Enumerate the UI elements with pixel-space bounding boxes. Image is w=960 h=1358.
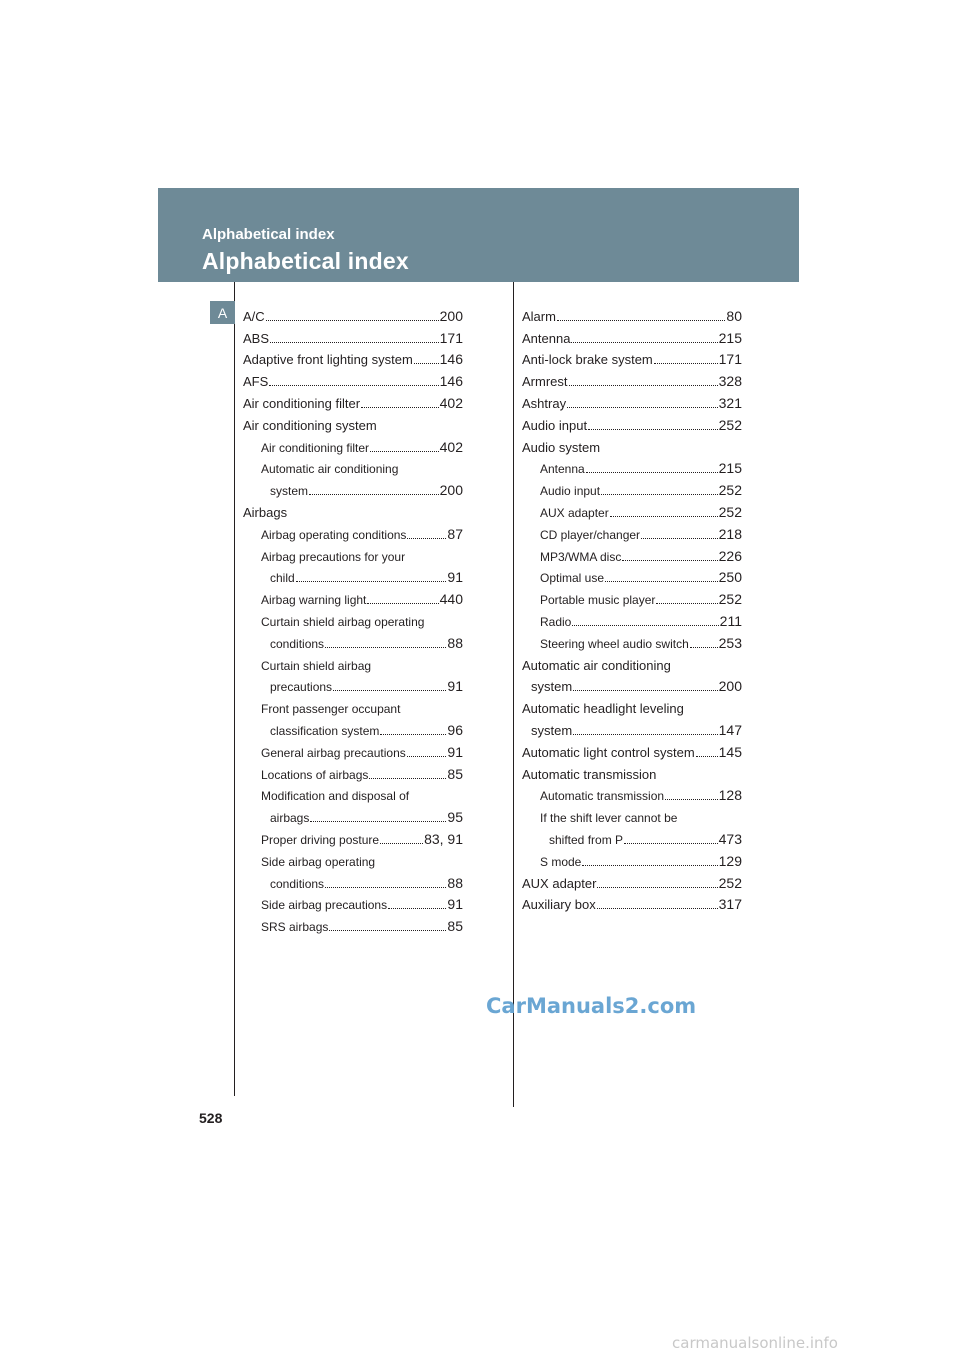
dot-leader <box>361 407 439 408</box>
dot-leader <box>605 581 718 582</box>
index-entry-term: Automatic transmission <box>540 789 665 804</box>
index-entry-term: Auxiliary box <box>522 897 596 913</box>
dot-leader <box>309 494 439 495</box>
index-entry-term: Audio input <box>522 417 588 433</box>
dot-leader <box>329 930 446 931</box>
index-entry <box>243 760 463 782</box>
index-entry-term: Armrest <box>522 374 568 390</box>
index-entry-page: 128 <box>718 787 742 804</box>
index-entry-page: 91 <box>447 896 463 913</box>
index-entry-term: Side airbag precautions <box>261 898 388 913</box>
index-entry-page: 83, 91 <box>424 830 463 847</box>
dot-leader <box>624 843 718 844</box>
dot-leader <box>690 647 718 648</box>
index-entry-term: Antenna <box>540 462 585 477</box>
index-entry-term: system <box>531 679 573 695</box>
index-entry-page: 321 <box>718 394 742 411</box>
index-entry <box>243 825 463 847</box>
index-entry-term: Curtain shield airbag operating <box>261 614 425 629</box>
index-entry-page: 80 <box>726 307 742 324</box>
index-entry-term: Steering wheel audio switch <box>540 636 689 651</box>
index-entry-page: 96 <box>447 721 463 738</box>
index-entry-term: Portable music player <box>540 593 656 608</box>
index-entry-term: Alarm <box>522 308 556 324</box>
index-entry-page: 252 <box>718 874 742 891</box>
index-entry-term: AUX adapter <box>540 505 609 520</box>
index-entry-term: Locations of airbags <box>261 767 369 782</box>
index-entry-page: 200 <box>439 482 463 499</box>
index-entry-term: AFS <box>243 374 269 390</box>
index-entry-page: 85 <box>447 918 463 935</box>
index-entry-page: 252 <box>718 503 742 520</box>
index-entry-page: 253 <box>718 634 742 651</box>
index-entry-term: airbags <box>270 811 310 826</box>
page-header <box>158 188 799 282</box>
dot-leader <box>656 603 717 604</box>
index-entry <box>243 520 463 542</box>
index-entry <box>243 891 463 913</box>
dot-leader <box>325 647 446 648</box>
index-entry <box>522 782 742 804</box>
index-entry <box>243 498 463 520</box>
index-entry <box>243 389 463 411</box>
dot-leader <box>573 690 717 691</box>
dot-leader <box>310 821 446 822</box>
index-entry-page: 250 <box>718 569 742 586</box>
index-entry-page: 91 <box>447 569 463 586</box>
index-entry-term: system <box>531 722 573 738</box>
index-entry-page: 171 <box>439 329 463 346</box>
index-entry-page: 252 <box>718 416 742 433</box>
index-entry-term: Curtain shield airbag <box>261 658 372 673</box>
index-entry <box>522 411 742 433</box>
dot-leader <box>380 843 423 844</box>
index-entry-page: 85 <box>447 765 463 782</box>
index-entry-term: Air conditioning filter <box>243 395 361 411</box>
index-entry <box>522 585 742 607</box>
index-entry-page: 200 <box>718 678 742 695</box>
dot-leader <box>665 799 718 800</box>
index-entry-term: child <box>270 571 295 586</box>
index-entry <box>243 585 463 607</box>
index-entry-term: If the shift lever cannot be <box>540 811 678 826</box>
dot-leader <box>571 342 717 343</box>
index-entry <box>522 433 742 455</box>
watermark-logo: CarManuals2.com <box>486 994 697 1018</box>
dot-leader <box>370 451 439 452</box>
index-entry <box>243 782 463 804</box>
index-entry <box>522 542 742 564</box>
header-section-title: Alphabetical index <box>202 226 335 243</box>
index-entry <box>243 433 463 455</box>
index-entry <box>522 716 742 738</box>
index-entry-page: 91 <box>447 743 463 760</box>
index-entry-term: Ashtray <box>522 395 567 411</box>
index-entry-page: 88 <box>447 634 463 651</box>
index-entry <box>243 455 463 477</box>
dot-leader <box>573 734 717 735</box>
column-divider-rule <box>513 282 514 1107</box>
index-entry-term: Audio input <box>540 484 601 499</box>
index-entry <box>522 891 742 913</box>
index-entry-term: Automatic air conditioning <box>522 657 671 673</box>
index-entry-page: 171 <box>718 351 742 368</box>
dot-leader <box>588 429 718 430</box>
index-column-right <box>522 302 742 912</box>
index-entry-term: Optimal use <box>540 571 605 586</box>
index-entry-page: 215 <box>718 460 742 477</box>
index-entry-page: 402 <box>439 438 463 455</box>
index-entry-page: 88 <box>447 874 463 891</box>
index-entry <box>522 607 742 629</box>
index-entry <box>243 607 463 629</box>
index-entry-page: 147 <box>718 721 742 738</box>
index-entry <box>522 847 742 869</box>
dot-leader <box>567 407 718 408</box>
dot-leader <box>586 472 718 473</box>
index-entry-term: Adaptive front lighting system <box>243 352 413 368</box>
index-entry <box>522 760 742 782</box>
index-entry-term: Airbags <box>243 504 288 520</box>
index-entry-term: Automatic light control system <box>522 744 695 760</box>
index-entry-term: SRS airbags <box>261 920 329 935</box>
index-entry-term: precautions <box>270 680 333 695</box>
index-entry-page: 95 <box>447 809 463 826</box>
dot-leader <box>269 385 438 386</box>
index-entry <box>522 346 742 368</box>
index-entry <box>522 302 742 324</box>
dot-leader <box>654 363 718 364</box>
index-entry <box>522 803 742 825</box>
index-entry-term: Front passenger occupant <box>261 702 401 717</box>
index-entry <box>243 411 463 433</box>
dot-leader <box>266 320 439 321</box>
index-entry-term: Proper driving posture <box>261 832 380 847</box>
dot-leader <box>597 908 718 909</box>
index-entry-term: Airbag precautions for your <box>261 549 406 564</box>
dot-leader <box>572 625 718 626</box>
index-entry <box>522 629 742 651</box>
index-entry-page: 226 <box>718 547 742 564</box>
index-entry-term: Side airbag operating <box>261 854 376 869</box>
index-entry <box>522 673 742 695</box>
index-entry-term: AUX adapter <box>522 875 597 891</box>
index-entry-term: Air conditioning filter <box>261 440 370 455</box>
index-entry-page: 473 <box>718 830 742 847</box>
index-entry <box>243 564 463 586</box>
index-entry-term: Automatic headlight leveling <box>522 701 684 717</box>
index-entry-term: A/C <box>243 308 265 324</box>
index-entry <box>243 803 463 825</box>
index-entry <box>522 869 742 891</box>
index-entry-term: Antenna <box>522 330 571 346</box>
index-entry-term: S mode <box>540 854 582 869</box>
index-entry <box>243 629 463 651</box>
index-entry-term: system <box>270 484 309 499</box>
index-entry-term: Radio <box>540 614 572 629</box>
index-entry-term: conditions <box>270 876 325 891</box>
index-entry <box>522 520 742 542</box>
index-entry-page: 218 <box>718 525 742 542</box>
index-entry-page: 91 <box>447 678 463 695</box>
index-entry-term: Automatic transmission <box>522 766 657 782</box>
dot-leader <box>388 908 446 909</box>
index-entry-term: Automatic air conditioning <box>261 462 399 477</box>
index-entry <box>522 694 742 716</box>
index-entry <box>522 367 742 389</box>
dot-leader <box>407 756 447 757</box>
index-entry-term: General airbag precautions <box>261 745 406 760</box>
index-entry <box>243 673 463 695</box>
index-entry-page: 146 <box>439 351 463 368</box>
index-entry-term: Airbag operating conditions <box>261 527 407 542</box>
index-entry <box>522 389 742 411</box>
index-entry-page: 215 <box>718 329 742 346</box>
dot-leader <box>601 494 718 495</box>
index-entry-page: 317 <box>718 896 742 913</box>
dot-leader <box>270 342 439 343</box>
index-entry-page: 129 <box>718 852 742 869</box>
index-entry <box>243 324 463 346</box>
index-entry-page: 252 <box>718 591 742 608</box>
index-entry <box>243 367 463 389</box>
index-entry <box>243 716 463 738</box>
index-entry-term: Airbag warning light <box>261 593 367 608</box>
dot-leader <box>610 516 718 517</box>
dot-leader <box>557 320 725 321</box>
page-number: 528 <box>199 1110 223 1126</box>
index-entry-page: 402 <box>439 394 463 411</box>
footer-watermark: carmanualsonline.info <box>672 1334 838 1352</box>
dot-leader <box>380 734 446 735</box>
index-entry <box>522 498 742 520</box>
section-letter-tab: A <box>210 301 235 324</box>
index-entry-page: 211 <box>719 612 742 629</box>
dot-leader <box>582 865 717 866</box>
index-entry-term: shifted from P <box>549 832 624 847</box>
index-entry <box>243 476 463 498</box>
index-entry-term: CD player/changer <box>540 527 641 542</box>
index-entry <box>522 651 742 673</box>
index-entry <box>522 476 742 498</box>
dot-leader <box>414 363 439 364</box>
left-margin-rule <box>234 282 235 1096</box>
index-entry <box>522 825 742 847</box>
index-entry <box>243 651 463 673</box>
index-entry-term: ABS <box>243 330 270 346</box>
index-entry <box>243 694 463 716</box>
index-entry <box>243 847 463 869</box>
index-entry <box>522 455 742 477</box>
dot-leader <box>641 538 718 539</box>
dot-leader <box>569 385 718 386</box>
index-entry <box>243 869 463 891</box>
index-entry <box>243 542 463 564</box>
page-title: Alphabetical index <box>202 248 409 274</box>
dot-leader <box>597 887 717 888</box>
dot-leader <box>696 756 718 757</box>
dot-leader <box>369 778 446 779</box>
index-entry-page: 87 <box>447 525 463 542</box>
dot-leader <box>296 581 447 582</box>
index-entry <box>243 346 463 368</box>
index-entry-term: Modification and disposal of <box>261 789 410 804</box>
index-entry-term: Air conditioning system <box>243 417 377 433</box>
dot-leader <box>407 538 446 539</box>
index-column-left <box>243 302 463 934</box>
index-entry-term: conditions <box>270 636 325 651</box>
dot-leader <box>333 690 446 691</box>
index-entry <box>243 912 463 934</box>
index-entry-page: 440 <box>439 591 463 608</box>
index-entry-term: classification system <box>270 723 380 738</box>
index-entry-page: 146 <box>439 373 463 390</box>
index-entry <box>522 564 742 586</box>
index-entry <box>243 738 463 760</box>
dot-leader <box>622 560 717 561</box>
dot-leader <box>367 603 438 604</box>
index-entry-page: 145 <box>718 743 742 760</box>
index-entry-page: 328 <box>718 373 742 390</box>
dot-leader <box>325 887 446 888</box>
index-entry <box>522 738 742 760</box>
index-entry-term: Anti-lock brake system <box>522 352 653 368</box>
index-entry-term: MP3/WMA disc <box>540 549 622 564</box>
index-entry-page: 252 <box>718 482 742 499</box>
index-entry-page: 200 <box>439 307 463 324</box>
index-entry <box>522 324 742 346</box>
index-entry-term: Audio system <box>522 439 601 455</box>
index-entry <box>243 302 463 324</box>
